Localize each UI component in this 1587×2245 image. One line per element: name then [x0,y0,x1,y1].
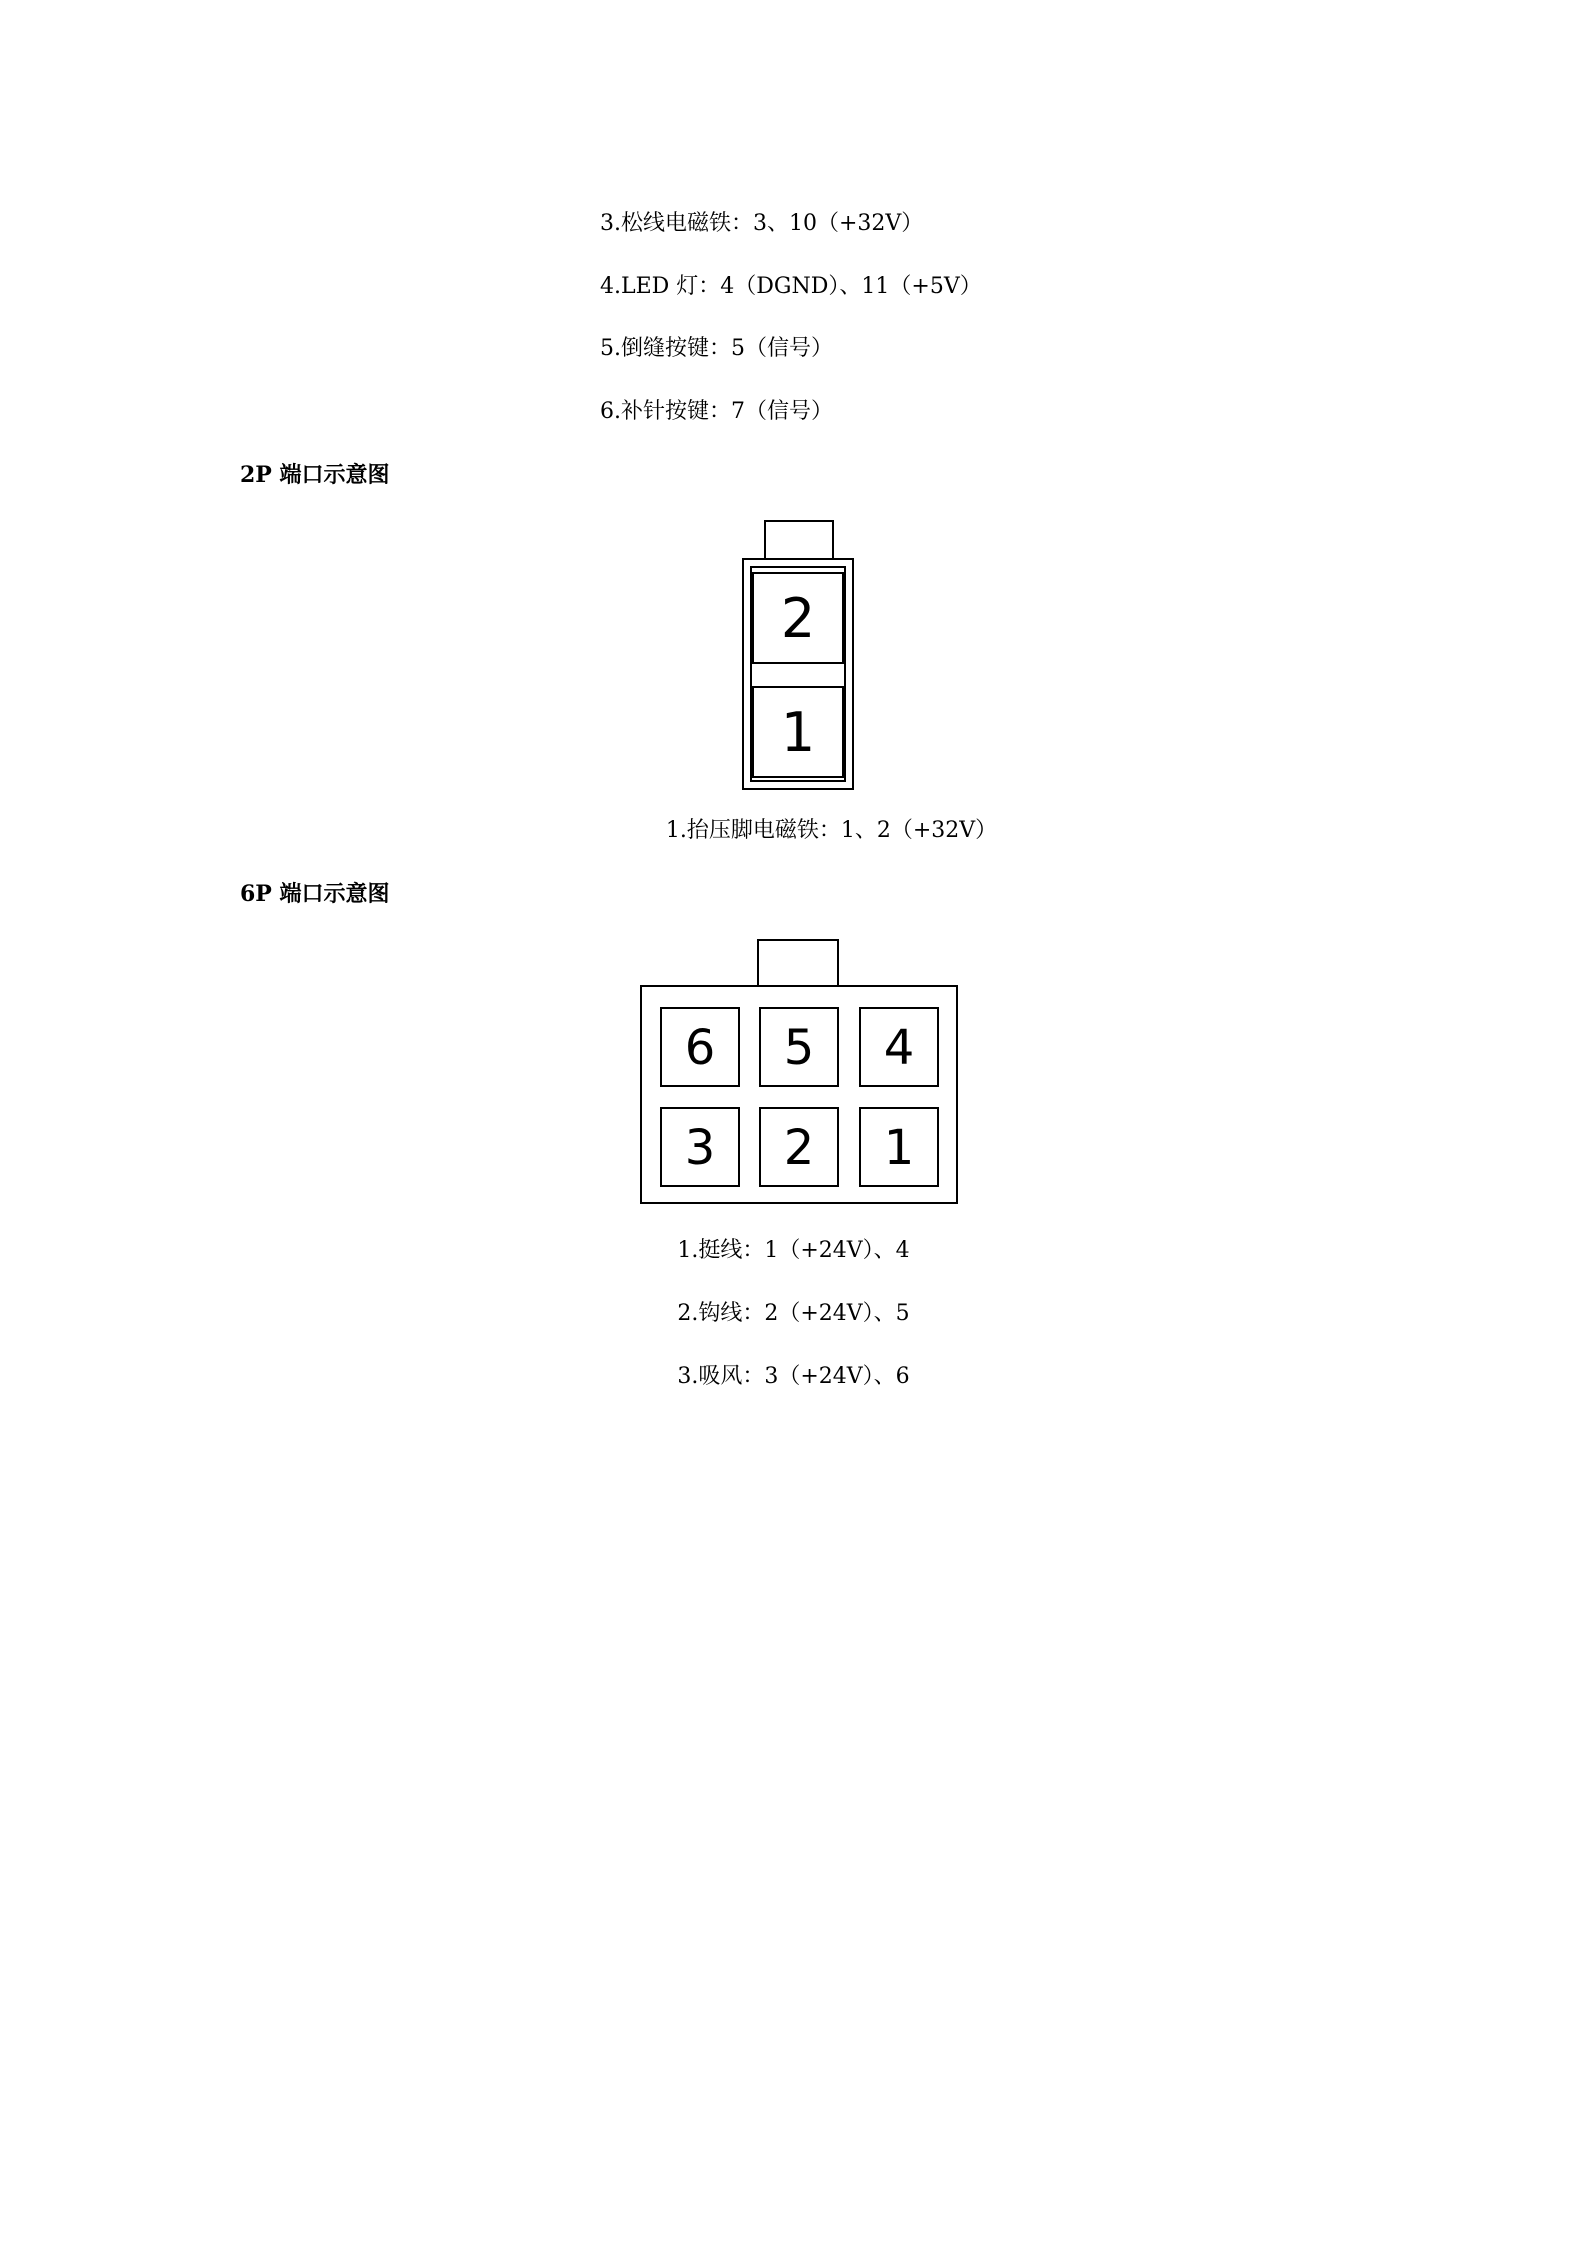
connector-2p-diagram [736,518,860,794]
pin-label: 4 [883,1020,915,1076]
pin-label: 2 [783,1120,815,1176]
list-item-reverse-button: 5.倒缝按键：5（信号） [600,336,833,361]
list-item-thread-lift: 1.挺线：1（+24V）、4 [677,1238,910,1263]
list-item-led-light: 4.LED 灯：4（DGND）、11（+5V） [600,274,982,299]
list-item-hook-thread: 2.钩线：2（+24V）、5 [677,1301,910,1326]
pin-label: 2 [780,587,816,650]
list-item-needle-button: 6.补针按键：7（信号） [600,399,833,424]
connector-6p-key [758,940,838,986]
pin-label: 1 [883,1120,915,1176]
list-item-suction: 3.吸风：3（+24V）、6 [677,1364,910,1389]
pin-label: 3 [684,1120,716,1176]
section-heading-2p: 2P 端口示意图 [240,462,390,488]
pin-label: 1 [780,701,816,764]
list-item-release-solenoid: 3.松线电磁铁：3、10（+32V） [600,211,924,236]
connector-2p-key [765,521,833,559]
section-heading-6p: 6P 端口示意图 [240,881,390,907]
pin-label: 5 [783,1020,815,1076]
caption-2p-text: 1.抬压脚电磁铁：1、2（+32V） [665,818,998,843]
caption-2p [38,816,1587,846]
connector-6p-diagram [636,934,962,1208]
pin-label: 6 [684,1020,716,1076]
